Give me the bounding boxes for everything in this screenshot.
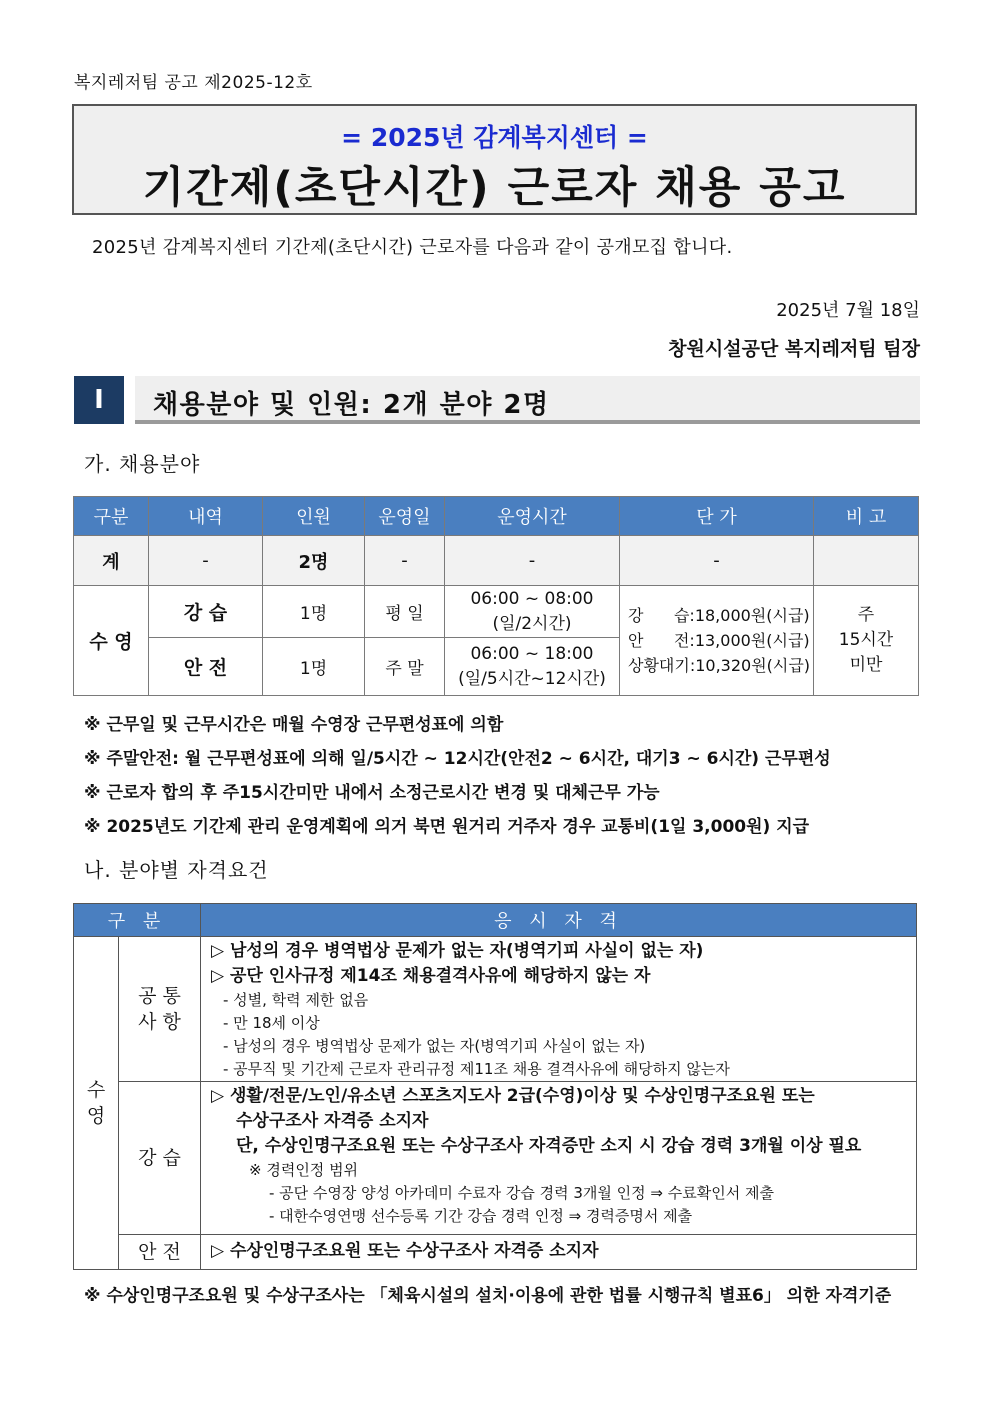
detail-cell: 안 전 bbox=[149, 638, 263, 696]
table-header-row bbox=[74, 497, 919, 536]
hours-line: 06:00 ~ 18:00 bbox=[470, 644, 594, 664]
group-label-char: 영 bbox=[86, 1105, 106, 1127]
table-header: 내역 bbox=[149, 497, 263, 536]
table-header: 단 가 bbox=[620, 497, 814, 536]
table-header: 구 분 bbox=[74, 904, 201, 937]
table-header: 응 시 자 격 bbox=[201, 904, 917, 937]
section-title: 채용분야 및 인원: 2개 분야 2명 bbox=[153, 390, 550, 420]
page-title: 기간제(초단시간) 근로자 채용 공고 bbox=[142, 163, 847, 213]
table-header: 운영시간 bbox=[445, 497, 620, 536]
total-rate: - bbox=[620, 536, 814, 586]
common-label-line: 공 통 bbox=[138, 985, 181, 1007]
table-header: 구분 bbox=[74, 497, 149, 536]
qual-subline: - 성별, 학력 제한 없음 bbox=[223, 991, 369, 1009]
safety-content bbox=[201, 1235, 917, 1270]
rate-cell bbox=[620, 586, 814, 696]
detail-cell: 강 습 bbox=[149, 586, 263, 638]
qual-line: ▷ 남성의 경우 병역법상 문제가 없는 자(병역기피 사실이 없는 자) bbox=[211, 941, 704, 961]
footer-note: ※ 수상인명구조요원 및 수상구조사는 「체육시설의 설치·이용에 관한 법률 시행규칙 별표6」 의한 자격기준 bbox=[84, 1286, 892, 1306]
issuer: 창원시설공단 복지레저팀 팀장 bbox=[668, 338, 920, 360]
group-label: 수 영 bbox=[74, 586, 149, 696]
qual-subline: - 남성의 경우 병역법상 문제가 없는 자(병역기피 사실이 없는 자) bbox=[223, 1037, 646, 1055]
table-row-common bbox=[74, 937, 917, 1082]
common-label bbox=[119, 937, 201, 1082]
rate-line: 강 습:18,000원(시급) bbox=[628, 606, 810, 625]
table-row-lesson bbox=[74, 1082, 917, 1235]
rate-line: 안 전:13,000원(시급) bbox=[628, 631, 810, 650]
intro-text: 2025년 감계복지센터 기간제(초단시간) 근로자를 다음과 같이 공개모집 합니다. bbox=[92, 237, 733, 258]
total-days: - bbox=[365, 536, 445, 586]
note-item: ※ 근로자 합의 후 주15시간미만 내에서 소정근로시간 변경 및 대체근무 가능 bbox=[84, 783, 660, 803]
hours-line: (일/2시간) bbox=[492, 614, 572, 634]
qual-subline: - 공무직 및 기간제 근로자 관리규정 제11조 채용 결격사유에 해당하지 않는자 bbox=[223, 1060, 730, 1078]
note-item: ※ 주말안전: 월 근무편성표에 의해 일/5시간 ~ 12시간(안전2 ~ 6시간, 대기3 ~ 6시간) 근무편성 bbox=[84, 749, 831, 769]
table-header: 비 고 bbox=[814, 497, 919, 536]
table-header: 운영일 bbox=[365, 497, 445, 536]
table-row-safety bbox=[74, 1235, 917, 1270]
qual-subline: - 공단 수영장 양성 아카데미 수료자 강습 경력 3개월 인정 ⇒ 수료확인서 제출 bbox=[269, 1184, 774, 1202]
remark-cell bbox=[814, 586, 919, 696]
rate-line: 상황대기:10,320원(시급) bbox=[628, 656, 811, 675]
hours-line: (일/5시간~12시간) bbox=[458, 669, 606, 689]
qualifications-table bbox=[73, 903, 917, 1270]
days-cell: 주 말 bbox=[365, 638, 445, 696]
total-count: 2명 bbox=[263, 536, 365, 586]
common-label-line: 사 항 bbox=[138, 1011, 181, 1033]
notice-number: 복지레저팀 공고 제2025-12호 bbox=[74, 73, 313, 93]
table-row-total bbox=[74, 536, 919, 586]
remark-line: 15시간 bbox=[838, 630, 894, 650]
group-label bbox=[74, 937, 119, 1270]
total-detail: - bbox=[149, 536, 263, 586]
notes-list bbox=[84, 712, 831, 848]
safety-label: 안 전 bbox=[119, 1235, 201, 1270]
note-item: ※ 2025년도 기간제 관리 운영계획에 의거 북면 원거리 거주자 경우 교통비(1일 3,000원) 지급 bbox=[84, 817, 810, 837]
total-hours: - bbox=[445, 536, 620, 586]
days-cell: 평 일 bbox=[365, 586, 445, 638]
hours-cell bbox=[445, 586, 620, 638]
qual-subline: - 대한수영연맹 선수등록 기간 강습 경력 인정 ⇒ 경력증명서 제출 bbox=[269, 1207, 693, 1225]
common-content bbox=[201, 937, 917, 1082]
lesson-content bbox=[201, 1082, 917, 1235]
title-box bbox=[72, 104, 917, 215]
remark-line: 미만 bbox=[849, 655, 883, 675]
subsection-title-qualifications: 나. 분야별 자격요건 bbox=[84, 858, 269, 882]
subsection-title-fields: 가. 채용분야 bbox=[84, 452, 201, 476]
qual-subline: - 만 18세 이상 bbox=[223, 1014, 320, 1032]
qual-line: ▷ 수상인명구조요원 또는 수상구조사 자격증 소지자 bbox=[211, 1241, 599, 1261]
qual-line: ▷ 공단 인사규정 제14조 채용결격사유에 해당하지 않는 자 bbox=[211, 966, 651, 986]
hours-cell bbox=[445, 638, 620, 696]
section-number: Ⅰ bbox=[74, 376, 124, 424]
count-cell: 1명 bbox=[263, 586, 365, 638]
table-header: 인원 bbox=[263, 497, 365, 536]
qual-line: 수상구조사 자격증 소지자 bbox=[236, 1111, 429, 1131]
notice-date: 2025년 7월 18일 bbox=[776, 300, 920, 321]
table-row bbox=[74, 586, 919, 638]
remark-line: 주 bbox=[857, 605, 875, 625]
total-remark bbox=[814, 536, 919, 586]
recruitment-fields-table bbox=[73, 496, 919, 696]
lesson-label: 강 습 bbox=[119, 1082, 201, 1235]
qual-line: 단, 수상인명구조요원 또는 수상구조사 자격증만 소지 시 강습 경력 3개월 이상 필요 bbox=[236, 1136, 862, 1156]
hours-line: 06:00 ~ 08:00 bbox=[470, 589, 594, 609]
count-cell: 1명 bbox=[263, 638, 365, 696]
note-item: ※ 근무일 및 근무시간은 매월 수영장 근무편성표에 의함 bbox=[84, 715, 504, 735]
section-bar bbox=[135, 376, 920, 424]
total-label: 계 bbox=[74, 536, 149, 586]
table-header-row bbox=[74, 904, 917, 937]
qual-subheader: ※ 경력인정 범위 bbox=[249, 1161, 359, 1179]
qual-line: ▷ 생활/전문/노인/유소년 스포츠지도사 2급(수영)이상 및 수상인명구조요원 또는 bbox=[211, 1086, 815, 1106]
title-subtitle: = 2025년 감계복지센터 = bbox=[341, 123, 648, 152]
group-label-char: 수 bbox=[86, 1079, 106, 1101]
